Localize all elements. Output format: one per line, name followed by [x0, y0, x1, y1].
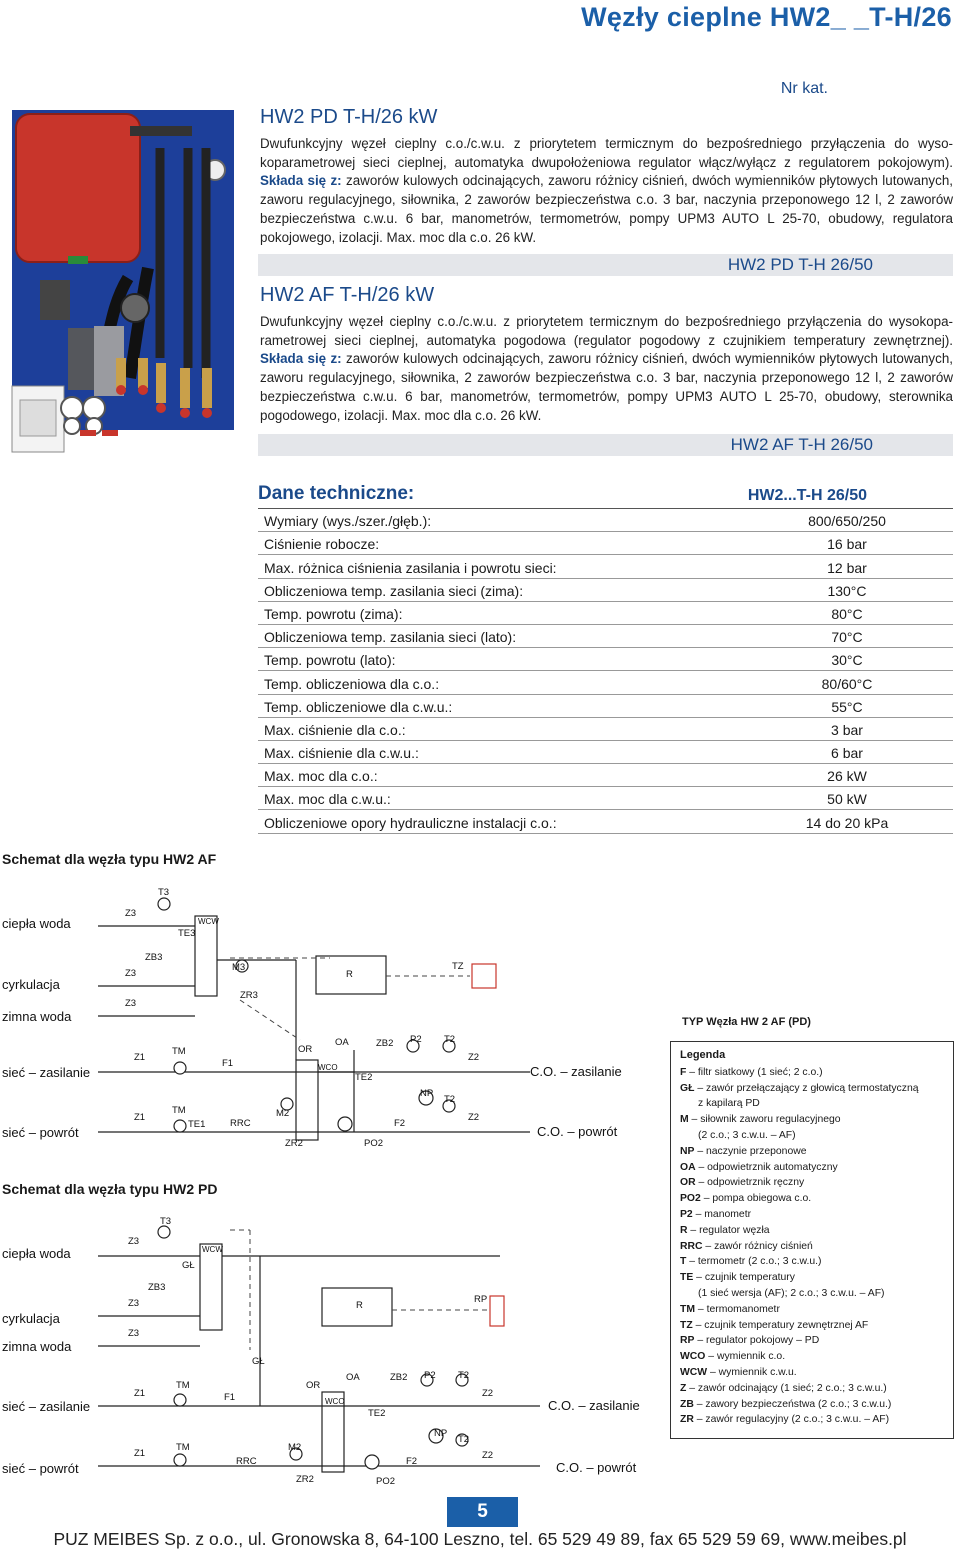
legend-type-label: TYP Węzła HW 2 AF (PD)	[682, 1016, 811, 1028]
tech-row	[258, 555, 953, 578]
tech-row-label: Max. ciśnienie dla c.o.:	[264, 721, 406, 738]
pipe-label-cold-water: zimna woda	[2, 1339, 72, 1354]
legend-text: – siłownik zaworu regulacyjnego	[691, 1114, 841, 1126]
legend-item-continuation: z kapilarą PD	[698, 1098, 760, 1110]
product-name: HW2 AF T-H/26 kW	[260, 284, 435, 306]
tech-row-value: 6 bar	[831, 745, 863, 762]
svg-text:WCW: WCW	[198, 917, 219, 926]
svg-text:Z2: Z2	[468, 1052, 480, 1063]
svg-text:T3: T3	[158, 887, 170, 898]
legend-code: WCW	[680, 1366, 708, 1378]
tech-row-value: 12 bar	[827, 559, 867, 576]
scheme-pd-diagram	[0, 1210, 660, 1490]
svg-text:T3: T3	[160, 1216, 172, 1227]
legend-code: GŁ	[680, 1082, 695, 1094]
tech-title: Dane techniczne:	[258, 483, 415, 504]
legend-code: P2	[680, 1208, 693, 1220]
svg-text:Z3: Z3	[125, 998, 137, 1009]
legend-code: M	[680, 1114, 689, 1126]
svg-text:ZR2: ZR2	[285, 1138, 303, 1149]
tech-row	[258, 695, 953, 718]
legend-item	[680, 1191, 944, 1207]
legend-item	[680, 1160, 944, 1176]
svg-text:NP: NP	[420, 1088, 434, 1099]
svg-text:OA: OA	[346, 1372, 360, 1383]
svg-text:Z1: Z1	[134, 1052, 146, 1063]
svg-text:Z2: Z2	[482, 1450, 494, 1461]
tech-model: HW2...T-H 26/50	[747, 487, 867, 504]
svg-text:TE3: TE3	[178, 928, 196, 939]
tech-row-label: Obliczeniowa temp. zasilania sieci (zima):	[264, 582, 524, 599]
tech-row	[258, 671, 953, 694]
svg-text:PO2: PO2	[364, 1138, 384, 1149]
legend-item	[680, 1065, 944, 1081]
scheme-af-diagram	[0, 880, 660, 1160]
tech-row	[258, 579, 953, 602]
legend-item	[680, 1365, 944, 1381]
tech-row	[258, 810, 953, 833]
svg-text:RRC: RRC	[230, 1118, 251, 1129]
legend-code: T	[680, 1256, 687, 1268]
legend-text: – zawór przełączający z głowicą termostatyczną	[697, 1082, 919, 1094]
svg-text:ZB2: ZB2	[376, 1038, 394, 1049]
legend-item	[680, 1349, 944, 1365]
product-code: HW2 PD T-H 26/50	[727, 255, 873, 275]
svg-text:GŁ: GŁ	[252, 1356, 265, 1367]
legend-item	[680, 1381, 944, 1397]
pipe-label-network-supply: sieć – zasilanie	[2, 1399, 91, 1414]
svg-text:Z3: Z3	[125, 908, 137, 919]
svg-text:OR: OR	[298, 1044, 313, 1055]
tech-row-label: Max. różnica ciśnienia zasilania i powrotu sieci:	[264, 559, 557, 576]
svg-text:Z2: Z2	[482, 1388, 494, 1399]
svg-text:PO2: PO2	[376, 1476, 396, 1487]
legend-text: – wymiennik c.o.	[708, 1351, 786, 1363]
legend-box	[670, 1041, 954, 1439]
svg-text:T2: T2	[458, 1434, 470, 1445]
tech-row-label: Ciśnienie robocze:	[264, 536, 380, 553]
legend-item	[680, 1112, 944, 1128]
legend-title: Legenda	[680, 1049, 726, 1061]
legend-code: TE	[680, 1272, 694, 1284]
tech-row-value: 130°C	[827, 582, 867, 599]
tech-header	[258, 481, 953, 509]
page-title: Węzły cieplne HW2_ _T-H/26	[581, 2, 952, 32]
pipe-label-hot-water: ciepła woda	[2, 1246, 71, 1261]
svg-text:Z3: Z3	[128, 1236, 140, 1247]
tech-row	[258, 764, 953, 787]
tech-row	[258, 625, 953, 648]
svg-text:F2: F2	[394, 1118, 406, 1129]
tech-data-table	[258, 481, 953, 834]
tech-row-value: 50 kW	[827, 791, 867, 808]
pipe-label-network-return: sieć – powrót	[2, 1461, 79, 1476]
legend-text: – regulator pokojowy – PD	[697, 1335, 820, 1347]
tech-row	[258, 532, 953, 555]
tech-row-value: 80°C	[831, 605, 863, 622]
legend-text: – czujnik temperatury	[696, 1272, 795, 1284]
catalog-number-label: Nr kat.	[780, 80, 828, 97]
legend-text: – termomanometr	[697, 1303, 780, 1315]
legend-code: PO2	[680, 1193, 701, 1205]
product-code-bar	[258, 434, 953, 456]
legend-text: – zawory bezpieczeństwa (2 c.o.; 3 c.w.u.)	[696, 1398, 892, 1410]
svg-text:OR: OR	[306, 1380, 321, 1391]
svg-text:GŁ: GŁ	[182, 1260, 195, 1271]
svg-text:TE1: TE1	[188, 1119, 206, 1130]
legend-item	[680, 1144, 944, 1160]
svg-text:RP: RP	[474, 1294, 488, 1305]
svg-text:WCW: WCW	[202, 1245, 223, 1254]
svg-text:NP: NP	[434, 1428, 448, 1439]
scheme-af-title: Schemat dla węzła typu HW2 AF	[2, 851, 217, 867]
legend-item	[680, 1207, 944, 1223]
tech-row	[258, 648, 953, 671]
svg-text:Z1: Z1	[134, 1448, 146, 1459]
legend-item	[680, 1397, 944, 1413]
scheme-pd-title: Schemat dla węzła typu HW2 PD	[2, 1181, 218, 1197]
legend-item	[680, 1175, 944, 1191]
tech-row	[258, 509, 953, 532]
legend-code: Z	[680, 1382, 687, 1394]
legend-text: – filtr siatkowy (1 sieć; 2 c.o.)	[689, 1066, 823, 1078]
svg-text:Z3: Z3	[128, 1328, 140, 1339]
legend-code: F	[680, 1066, 687, 1078]
pipe-label-circulation: cyrkulacja	[2, 1311, 60, 1326]
product-description: Dwufunkcyjny węzeł cieplny c.o./c.w.u. z priorytetem termicznym do bezpośredniego przyłączenia do wysokopa-rametrowej sieci cieplnej, automatyka pogodowa (regulator pogodowy z czujnikiem temperatury zewnętrznej). Składa się z: zaworów kulowych odcinających, zaworu różnicy ciśnień, dwóch wymienników płytowych lutowanych, zaworu regulacyjnego, siłownika, 2 zaworów bezpieczeństwa c.o. 3 bar, naczynia przeponowego 12 l, 2 zaworów bezpieczeństwa c.w.u. 6 bar, manometrów, termometrów, pompy UPM3 AUTO L 25-70, obudowy, sterownika pogodowego, izolacji. Max. moc dla c.o. 26 kW.	[260, 314, 953, 423]
tech-row-label: Obliczeniowa temp. zasilania sieci (lato):	[264, 629, 517, 646]
svg-text:ZB3: ZB3	[145, 952, 163, 963]
tech-row	[258, 787, 953, 810]
legend-code: ZR	[680, 1414, 694, 1426]
svg-text:Z1: Z1	[134, 1388, 146, 1399]
tech-row-value: 800/650/250	[808, 513, 886, 530]
tech-row-value: 16 bar	[827, 536, 867, 553]
legend-code: WCO	[680, 1351, 706, 1363]
pipe-label-network-return: sieć – powrót	[2, 1125, 79, 1140]
svg-text:Z1: Z1	[134, 1112, 146, 1123]
legend-code: R	[680, 1224, 688, 1236]
product-pd	[258, 100, 953, 276]
co-supply-label: C.O. – zasilanie	[530, 1064, 622, 1079]
tech-row-label: Temp. obliczeniowa dla c.o.:	[264, 675, 440, 692]
svg-text:T2: T2	[444, 1094, 456, 1105]
legend-code: OA	[680, 1161, 696, 1173]
svg-text:M3: M3	[232, 962, 246, 973]
legend-code: ZB	[680, 1398, 694, 1410]
legend-code: TZ	[680, 1319, 693, 1331]
pipe-label-circulation: cyrkulacja	[2, 977, 60, 992]
tech-row-label: Temp. powrotu (lato):	[264, 652, 396, 669]
legend-item	[680, 1333, 944, 1349]
svg-text:Z3: Z3	[128, 1298, 140, 1309]
tech-row-value: 55°C	[831, 698, 863, 715]
legend-code: OR	[680, 1177, 696, 1189]
svg-text:M2: M2	[276, 1108, 290, 1119]
legend-item	[680, 1223, 944, 1239]
co-return-label: C.O. – powrót	[556, 1460, 637, 1475]
tech-row-value: 3 bar	[831, 721, 863, 738]
tech-row-label: Max. moc dla c.w.u.:	[264, 791, 391, 808]
product-description: Dwufunkcyjny węzeł cieplny c.o./c.w.u. z priorytetem termicznym do bezpośredniego przyłączenia do wyso-koparametrowej sieci cieplnej, automatyka dwupołożeniowa regulator włącz/wyłącz z regulatorem pokojowym). Składa się z: zaworów kulowych odcinających, zaworu różnicy ciśnień, dwóch wymienników płytowych lutowanych, zaworu regulacyjnego, siłownika, 2 zaworów bezpieczeństwa c.o. 3 bar, naczynia przeponowego 12 l, 2 zaworów bezpieczeństwa c.w.u. 6 bar, manometrów, termometrów, pompy UPM3 AUTO L 25-70, obudowy, regulatora pokojowego, izolacji. Max. moc dla c.o. 26 kW.	[260, 136, 953, 245]
product-photo	[10, 108, 236, 458]
svg-text:ZR2: ZR2	[296, 1474, 314, 1485]
svg-text:TM: TM	[176, 1442, 190, 1453]
svg-text:Z2: Z2	[468, 1112, 480, 1123]
legend-item	[680, 1081, 944, 1097]
co-return-label: C.O. – powrót	[537, 1124, 618, 1139]
tech-row-value: 14 do 20 kPa	[805, 814, 889, 831]
svg-text:R: R	[356, 1300, 363, 1311]
legend-text: – termometr (2 c.o.; 3 c.w.u.)	[689, 1256, 822, 1268]
legend-text: – odpowietrznik automatyczny	[698, 1161, 838, 1173]
legend-text: – czujnik temperatury zewnętrznej AF	[695, 1319, 869, 1331]
co-supply-label: C.O. – zasilanie	[548, 1398, 640, 1413]
pipe-label-hot-water: ciepła woda	[2, 916, 71, 931]
legend-text: – odpowietrznik ręczny	[698, 1177, 805, 1189]
legend-item-continuation: (2 c.o.; 3 c.w.u. – AF)	[698, 1129, 796, 1141]
legend-text: – manometr	[695, 1208, 752, 1220]
legend-item	[680, 1412, 944, 1428]
tech-row-label: Wymiary (wys./szer./głęb.):	[264, 513, 432, 530]
legend-text: – zawór regulacyjny (2 c.o.; 3 c.w.u. – AF)	[696, 1414, 890, 1426]
legend-text: – wymiennik c.w.u.	[710, 1366, 797, 1378]
svg-text:TE2: TE2	[368, 1408, 386, 1419]
legend-code: NP	[680, 1145, 695, 1157]
tech-row-label: Max. moc dla c.o.:	[264, 768, 378, 785]
svg-text:ZB3: ZB3	[148, 1282, 166, 1293]
svg-text:ZB2: ZB2	[390, 1372, 408, 1383]
svg-text:TE2: TE2	[355, 1072, 373, 1083]
svg-text:F2: F2	[406, 1456, 418, 1467]
svg-text:P2: P2	[424, 1370, 436, 1381]
tech-row	[258, 741, 953, 764]
svg-text:RRC: RRC	[236, 1456, 257, 1467]
svg-text:T2: T2	[458, 1370, 470, 1381]
legend-text: – zawór różnicy ciśnień	[705, 1240, 813, 1252]
tech-row-label: Max. ciśnienie dla c.w.u.:	[264, 745, 419, 762]
legend-item	[680, 1302, 944, 1318]
svg-text:F1: F1	[222, 1058, 234, 1069]
page-number: 5	[447, 1497, 518, 1527]
pipe-label-cold-water: zimna woda	[2, 1009, 72, 1024]
footer-contact: PUZ MEIBES Sp. z o.o., ul. Gronowska 8, 64-100 Leszno, tel. 65 529 49 89, fax 65 529 59 69, www.meibes.pl	[53, 1529, 907, 1549]
product-code-bar	[258, 254, 953, 276]
tech-row-label: Temp. obliczeniowe dla c.w.u.:	[264, 698, 453, 715]
legend-item	[680, 1239, 944, 1255]
tech-row-value: 80/60°C	[821, 675, 873, 692]
legend-text: – zawór odcinający (1 sieć; 2 c.o.; 3 c.w.u.)	[689, 1382, 887, 1394]
legend-item	[680, 1270, 944, 1286]
legend-code: RP	[680, 1335, 695, 1347]
tech-row-label: Temp. powrotu (zima):	[264, 605, 403, 622]
tech-row	[258, 602, 953, 625]
tech-row-label: Obliczeniowe opory hydrauliczne instalacji c.o.:	[264, 814, 557, 831]
svg-text:OA: OA	[335, 1037, 349, 1048]
legend-item	[680, 1318, 944, 1334]
legend-code: TM	[680, 1303, 696, 1315]
product-code: HW2 AF T-H 26/50	[730, 435, 873, 455]
svg-text:ZR3: ZR3	[240, 990, 258, 1001]
svg-text:P2: P2	[410, 1034, 422, 1045]
svg-text:M2: M2	[288, 1442, 302, 1453]
svg-text:T2: T2	[444, 1034, 456, 1045]
tech-row-value: 70°C	[831, 629, 863, 646]
svg-text:TZ: TZ	[452, 961, 464, 972]
legend-item-continuation: (1 sieć wersja (AF); 2 c.o.; 3 c.w.u. – AF)	[698, 1287, 885, 1299]
tech-row-value: 26 kW	[827, 768, 867, 785]
legend-code: RRC	[680, 1240, 703, 1252]
product-af	[258, 278, 953, 456]
pipe-label-network-supply: sieć – zasilanie	[2, 1065, 91, 1080]
svg-text:WCO: WCO	[318, 1063, 338, 1072]
tech-row-value: 30°C	[831, 652, 863, 669]
tech-row	[258, 718, 953, 741]
legend-item	[680, 1254, 944, 1270]
legend-text: – regulator węzła	[690, 1224, 770, 1236]
svg-text:TM: TM	[172, 1105, 186, 1116]
svg-text:TM: TM	[172, 1046, 186, 1057]
svg-text:R: R	[346, 969, 353, 980]
svg-text:TM: TM	[176, 1380, 190, 1391]
svg-text:Z3: Z3	[125, 968, 137, 979]
legend-text: – pompa obiegowa c.o.	[703, 1193, 812, 1205]
svg-text:WCO: WCO	[325, 1397, 345, 1406]
product-name: HW2 PD T-H/26 kW	[260, 106, 438, 128]
svg-text:F1: F1	[224, 1392, 236, 1403]
legend-text: – naczynie przeponowe	[697, 1145, 807, 1157]
